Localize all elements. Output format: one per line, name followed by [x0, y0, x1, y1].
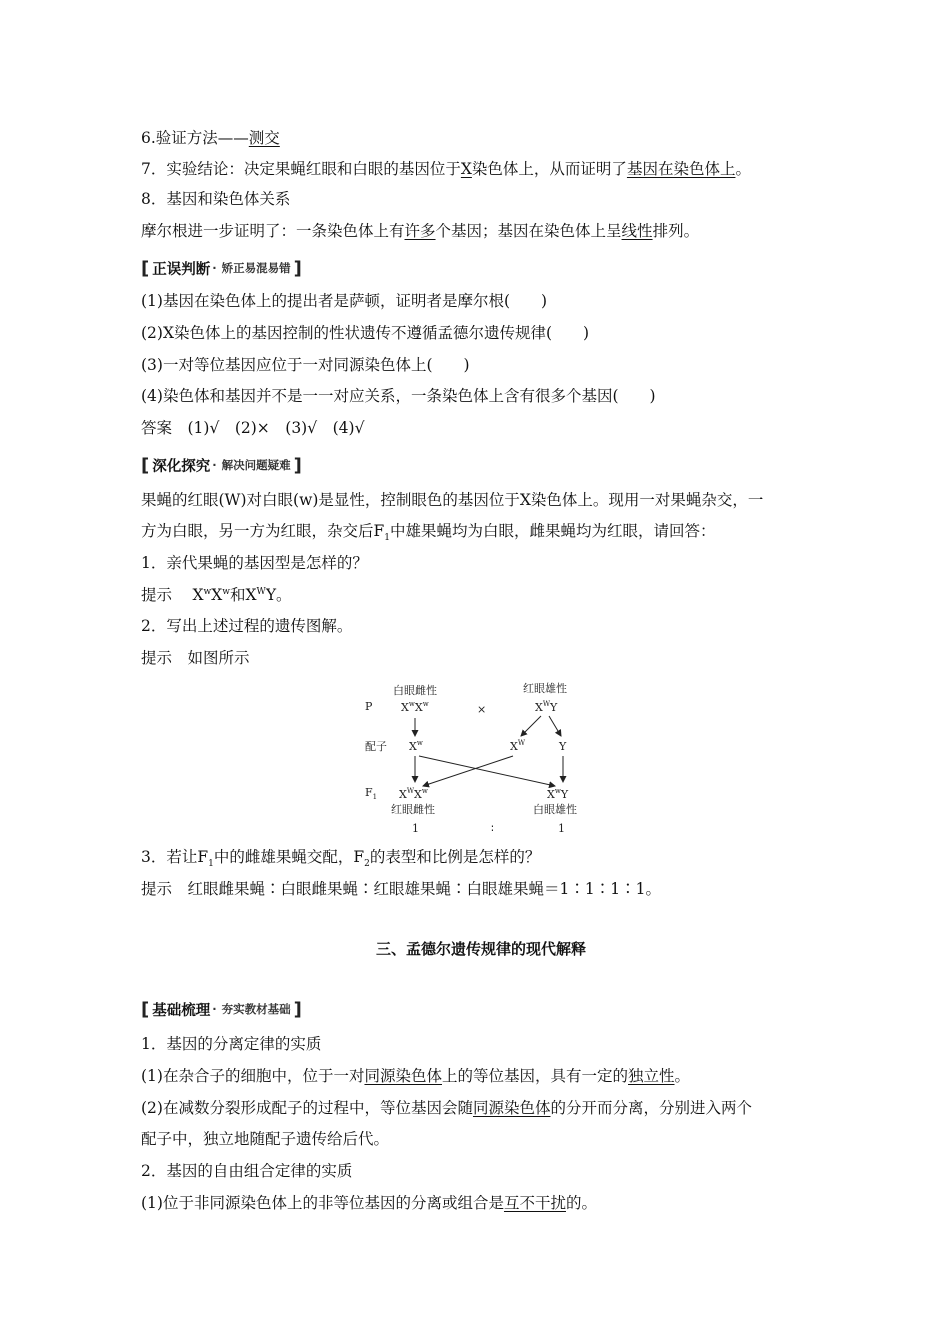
text: Y。 [265, 586, 292, 604]
judge-item: (2)X染色体上的基因控制的性状遗传不遵循孟德尔遗传规律( ) [141, 324, 590, 342]
text: (2)在减数分裂形成配子的过程中，等位基因会随 [141, 1099, 473, 1117]
basic-heading-1: 1．基因的分离定律的实质 [141, 1035, 322, 1053]
text: (1)位于非同源染色体上的非等位基因的分离或组合是 [141, 1194, 504, 1212]
text: 的。 [565, 1194, 597, 1212]
text: 中雄果蝇均为白眼，雌果蝇均为红眼，请回答： [390, 522, 716, 540]
banner-subtitle: 解决问题疑难 [221, 458, 291, 472]
banner-basic [141, 998, 302, 1020]
female-parent-genotype: $X^wX^w$ [401, 700, 429, 714]
explore-intro-line2 [141, 521, 716, 544]
f1-female-label: 红眼雌性 [391, 803, 435, 816]
female-parent-label: 白眼雌性 [393, 684, 437, 697]
text: 个基因；基因在染色体上呈 [435, 222, 622, 240]
answer-2: 提示 如图所示 [141, 649, 250, 667]
cross-symbol: × [477, 703, 487, 716]
male-parent-genotype: $X^WY$ [535, 700, 558, 714]
genotype: X [245, 586, 257, 604]
underlined-answer: 同源染色体 [472, 1099, 551, 1117]
banner-dot: · [212, 458, 217, 472]
section-3-title: 三、孟德尔遗传规律的现代解释 [375, 940, 586, 958]
question-3 [141, 847, 541, 870]
text: 染色体上，从而证明了 [471, 160, 627, 178]
arrow [549, 716, 561, 736]
gamete-label: 配子 [365, 740, 387, 753]
bracket-right-icon: ] [293, 454, 302, 476]
genotype: X [211, 586, 223, 604]
answer-1 [141, 585, 292, 605]
explore-intro-line1: 果蝇的红眼(W)对白眼(w)是显性，控制眼色的基因位于X染色体上。现用一对果蝇杂交，一 [141, 491, 764, 509]
text: (1)在杂合子的细胞中，位于一对 [141, 1067, 365, 1085]
superscript: W [256, 586, 266, 597]
bracket-left-icon: [ [141, 257, 150, 279]
basic-paragraph-3 [141, 1193, 597, 1213]
superscript: w [203, 586, 212, 597]
bracket-left-icon: [ [141, 998, 150, 1020]
subscript: 1 [208, 859, 214, 870]
answer-3: 提示 红眼雌果蝇∶白眼雌果蝇∶红眼雄果蝇∶白眼雄果蝇＝1∶1∶1∶1。 [141, 880, 661, 898]
basic-paragraph-2-cont: 配子中，独立地随配子遗传给后代。 [141, 1130, 390, 1148]
basic-paragraph-1 [141, 1066, 690, 1086]
arrow [419, 756, 555, 786]
subscript: 2 [364, 859, 370, 870]
arrow [521, 716, 541, 736]
f1-male-label: 白眼雄性 [533, 803, 577, 816]
text: 。 [674, 1067, 691, 1085]
text: 的分开而分离，分别进入两个 [550, 1099, 752, 1117]
question-2: 2．写出上述过程的遗传图解。 [141, 617, 353, 635]
banner-explore [141, 454, 302, 476]
judge-answer: 答案 (1)√ (2)× (3)√ (4)√ [141, 419, 365, 437]
text: 上的等位基因，具有一定的 [441, 1067, 628, 1085]
ratio-separator: ∶ [491, 822, 494, 835]
arrow [423, 756, 513, 786]
bracket-left-icon: [ [141, 454, 150, 476]
text: 7．实验结论：决定果蝇红眼和白眼的基因位于 [141, 160, 461, 178]
question-1: 1．亲代果蝇的基因型是怎样的？ [141, 554, 368, 572]
text: 。 [735, 160, 751, 178]
text: 6.验证方法—— [141, 129, 249, 147]
p-generation-label: P [365, 700, 373, 713]
banner-title: 正误判断 [152, 261, 211, 278]
text: 3．若让F [141, 848, 209, 866]
f1-male-genotype: $X^wY$ [547, 787, 569, 801]
banner-subtitle: 矫正易混易错 [221, 261, 291, 275]
f1-generation-label: $F_1$ [365, 786, 378, 801]
basic-paragraph-2 [141, 1098, 752, 1118]
underlined-answer: 同源染色体 [364, 1067, 442, 1085]
text: 排列。 [652, 222, 700, 240]
genetic-cross-diagram [355, 678, 595, 843]
text: 摩尔根进一步证明了：一条染色体上有 [141, 222, 405, 240]
superscript: w [222, 586, 230, 597]
hint-label: 提示 [141, 586, 188, 604]
gamete-male-y: Y [559, 740, 567, 753]
underlined-answer: 测交 [248, 129, 280, 147]
underlined-answer: 基因在染色体上 [626, 160, 736, 178]
text: 方为白眼，另一方为红眼，杂交后F [141, 522, 385, 540]
underlined-answer: X [460, 160, 472, 178]
subscript: 1 [384, 533, 390, 544]
gamete-male-x: $X^W$ [510, 739, 526, 753]
judge-item: (4)染色体和基因并不是一一对应关系，一条染色体上含有很多个基因( ) [141, 387, 656, 405]
underlined-answer: 许多 [404, 222, 436, 240]
text: 和 [229, 586, 246, 604]
underlined-answer: 线性 [621, 222, 653, 240]
banner-subtitle: 夯实教材基础 [221, 1002, 291, 1016]
text: 中的雌雄果蝇交配，F [213, 848, 365, 866]
banner-dot: · [212, 1002, 217, 1016]
line-9 [141, 221, 699, 241]
ratio-right: 1 [558, 822, 565, 835]
gamete-female: $X^w$ [409, 739, 423, 753]
f1-female-genotype: $X^WX^w$ [399, 787, 428, 801]
text: 的表型和比例是怎样的？ [369, 848, 541, 866]
banner-judge [141, 257, 302, 279]
basic-heading-2: 2．基因的自由组合定律的实质 [141, 1162, 353, 1180]
judge-item: (3)一对等位基因应位于一对同源染色体上( ) [141, 356, 470, 374]
banner-title: 深化探究 [152, 458, 211, 475]
underlined-answer: 独立性 [628, 1067, 675, 1085]
banner-title: 基础梳理 [152, 1002, 211, 1019]
bracket-right-icon: ] [293, 257, 302, 279]
line-6 [141, 128, 280, 148]
bracket-right-icon: ] [293, 998, 302, 1020]
ratio-left: 1 [412, 822, 419, 835]
genotype: X [192, 586, 204, 604]
line-7 [141, 159, 751, 179]
male-parent-label: 红眼雄性 [523, 682, 567, 695]
underlined-answer: 互不干扰 [503, 1194, 566, 1212]
judge-item: (1)基因在染色体上的提出者是萨顿，证明者是摩尔根( ) [141, 292, 548, 310]
banner-dot: · [212, 261, 217, 275]
line-8: 8．基因和染色体关系 [141, 190, 291, 208]
